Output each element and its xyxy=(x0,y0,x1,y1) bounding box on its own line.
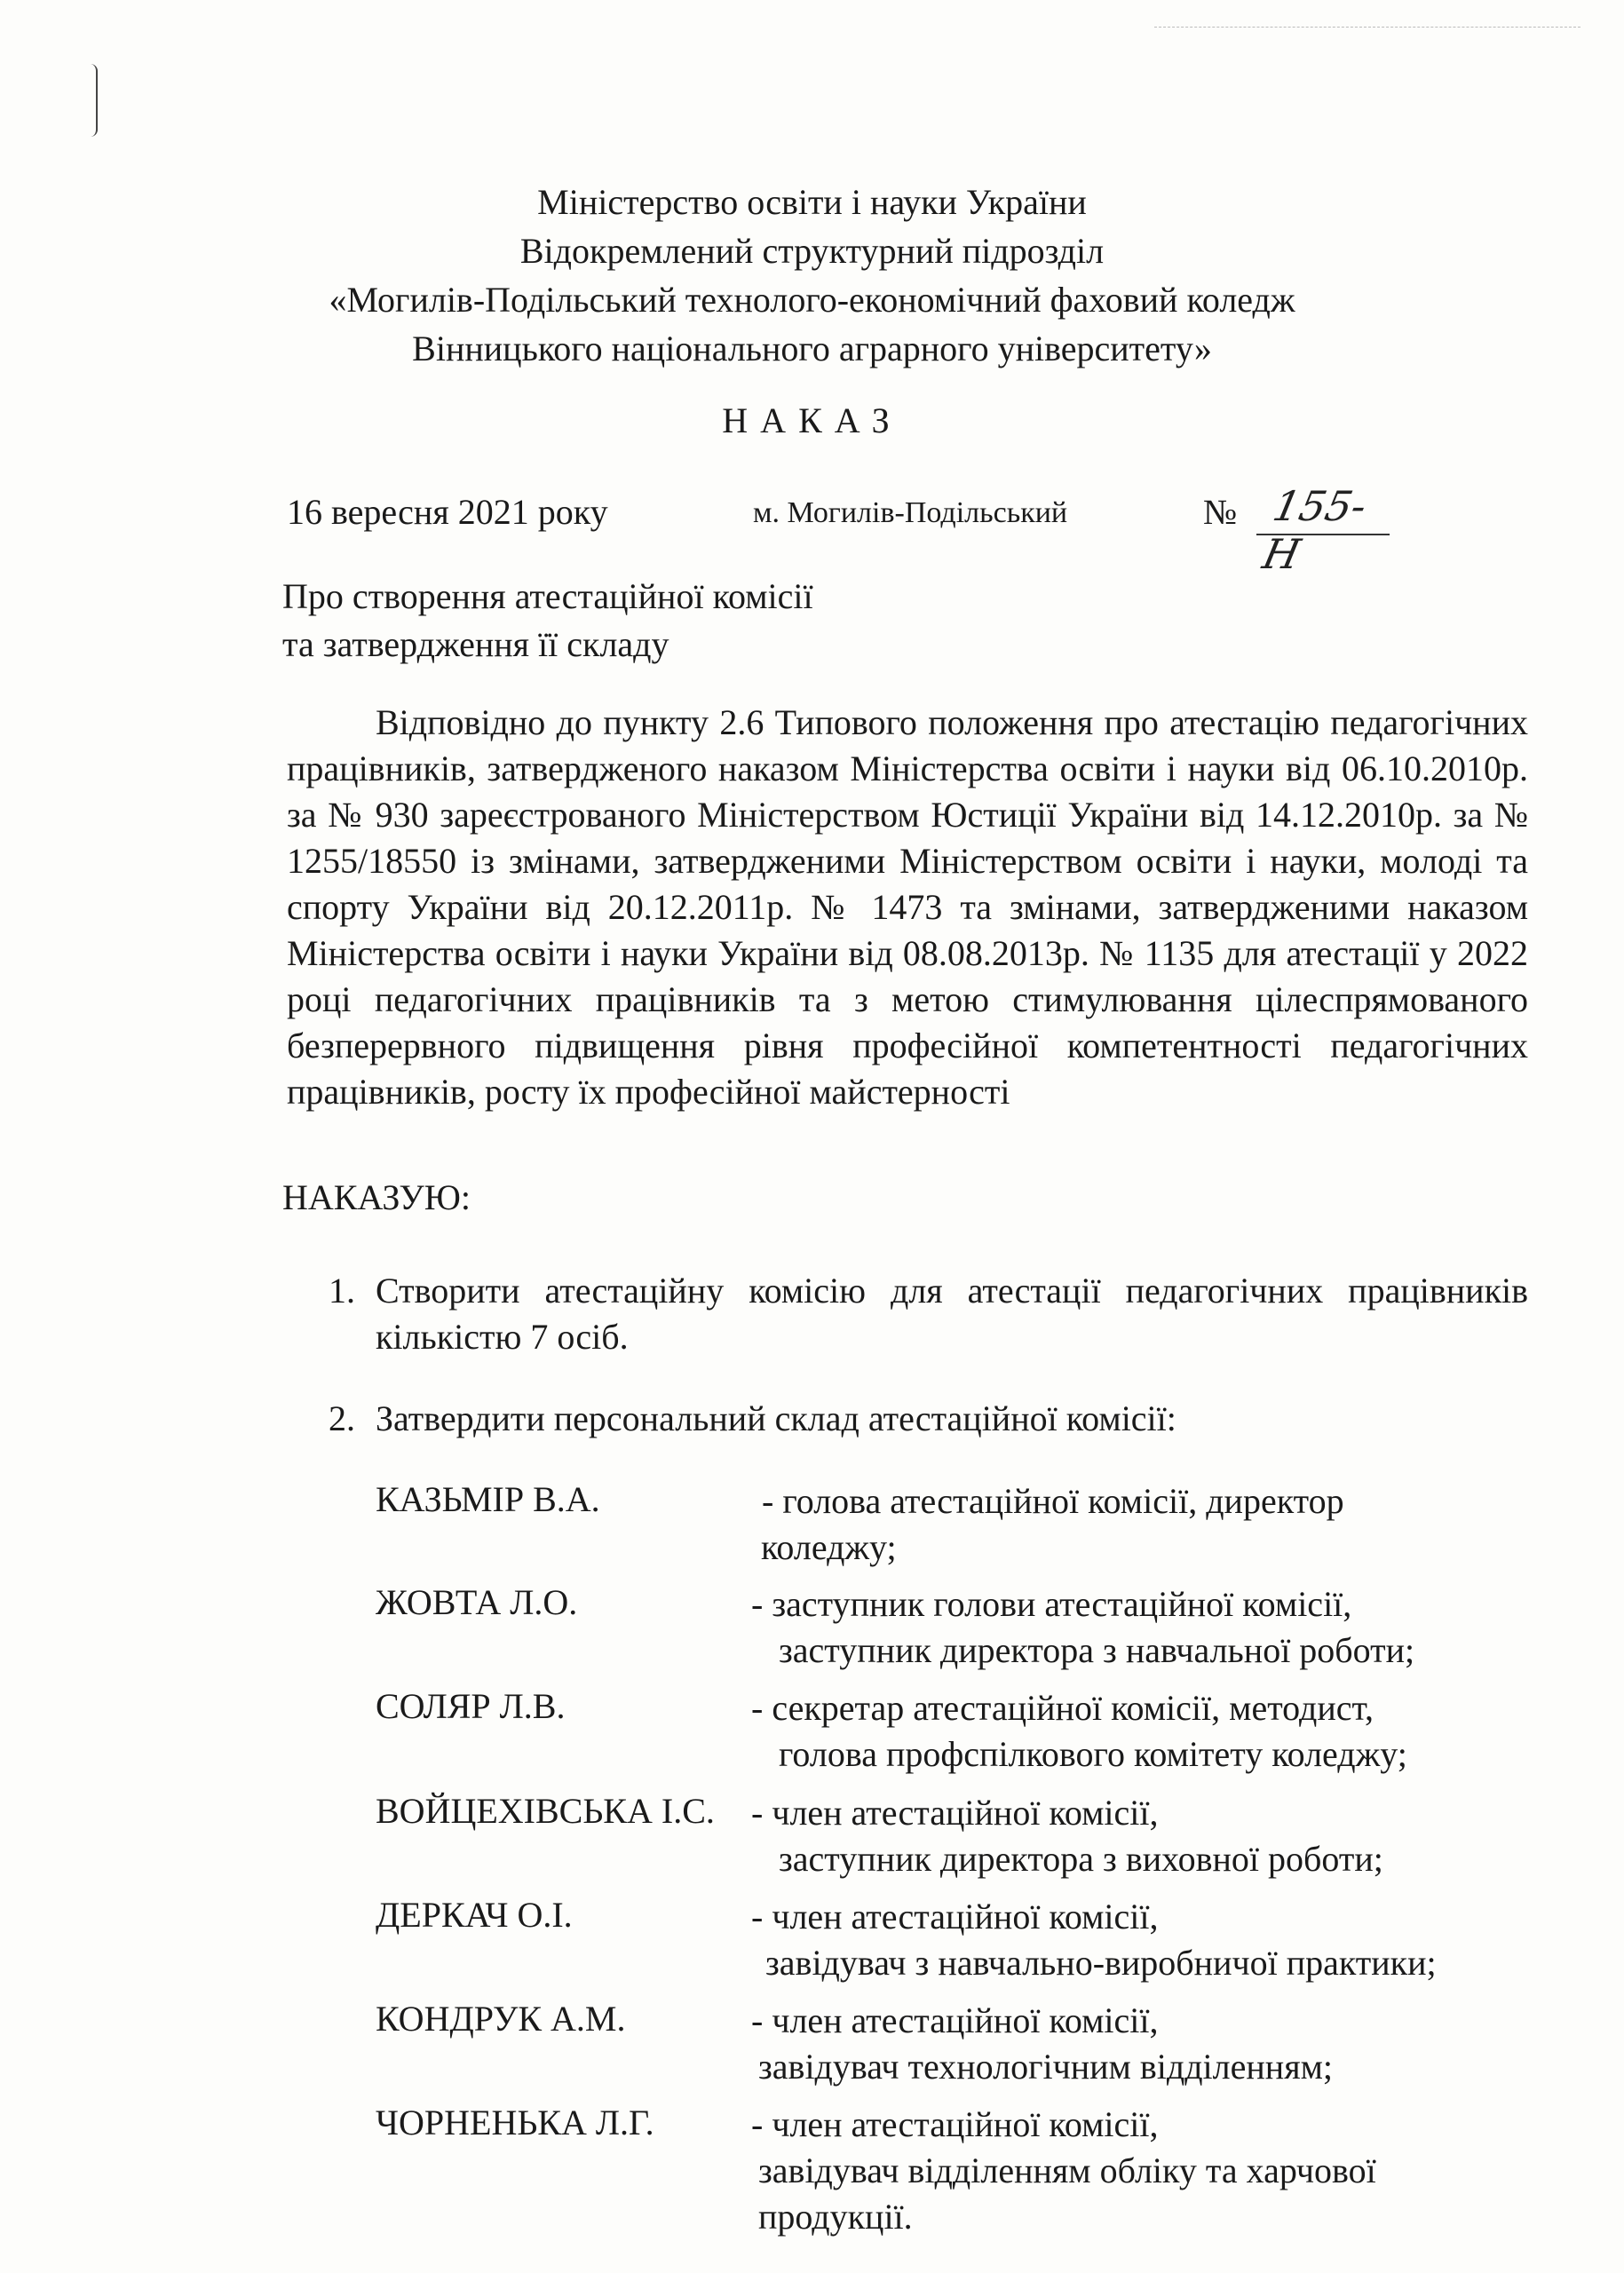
handwritten-order-number xyxy=(1256,482,1390,578)
member-role-line-2: завідувач з навчально-виробничої практики; xyxy=(765,1943,1437,1983)
order-word: НАКАЗУЮ: xyxy=(282,1177,471,1217)
member-name: ДЕРКАЧ О.І. xyxy=(376,1895,573,1935)
member-role-line-1: - член атестаційної комісії, xyxy=(751,2000,1159,2040)
member-role-line-1: - секретар атестаційної комісії, методист, xyxy=(751,1688,1374,1728)
list-item-number: 2. xyxy=(329,1398,355,1438)
order-number-sign: № xyxy=(1203,492,1238,532)
list-item-text: Затвердити персональний склад атестаційної комісії: xyxy=(376,1398,1176,1438)
scan-edge-line xyxy=(1154,27,1580,28)
scan-margin-mark xyxy=(89,64,98,137)
subject-line-2: та затвердження її складу xyxy=(282,624,669,664)
header-line-4: Вінницького національного аграрного університету» xyxy=(412,329,1212,368)
member-role-line-1: - голова атестаційної комісії, директор xyxy=(762,1481,1344,1521)
member-role-line-2: завідувач відділенням обліку та харчової xyxy=(758,2150,1376,2190)
member-name: ЧОРНЕНЬКА Л.Г. xyxy=(376,2103,654,2142)
member-role-line-3: продукції. xyxy=(758,2197,913,2237)
header-line-3: «Могилів-Подільський технолого-економічний фаховий коледж xyxy=(329,280,1295,320)
member-name: ВОЙЦЕХІВСЬКА І.С. xyxy=(376,1791,715,1831)
preamble-paragraph: Відповідно до пункту 2.6 Типового положення про атестацію педагогічних працівників, затвердженого наказом Міністерства освіти і науки від 06.10.2010р. за № 930 зареєстрованого Міністерством Юстиції України від 14.12.2010р. за № 1255/18550 із змінами, затвердженими Міністерством освіти і науки, молоді та спорту України від 20.12.2011р. № 1473 та змінами, затвердженими наказом Міністерства освіти і науки України від 08.08.2013р. № 1135 для атестації у 2022 році педагогічних працівників та з метою стимулювання цілеспрямованого безперервного підвищення рівня професійної компетентності педагогічних працівників, росту їх професійної майстерності xyxy=(287,702,1528,1112)
order-date: 16 вересня 2021 року xyxy=(287,492,608,532)
order-city: м. Могилів-Подільський xyxy=(753,496,1068,529)
order-number-value: 155-Н xyxy=(1258,482,1371,578)
member-role-line-2: заступник директора з виховної роботи; xyxy=(779,1839,1383,1879)
member-role-line-2: заступник директора з навчальної роботи; xyxy=(779,1630,1415,1670)
document-title: НАКАЗ xyxy=(722,400,902,440)
member-role-line-1: - член атестаційної комісії, xyxy=(751,1897,1159,1936)
member-role-line-1: - член атестаційної комісії, xyxy=(751,1793,1159,1833)
list-item-number: 1. xyxy=(329,1271,355,1311)
member-role-line-1: - заступник голови атестаційної комісії, xyxy=(751,1584,1352,1624)
institution-header xyxy=(0,178,1624,373)
subject-line-1: Про створення атестаційної комісії xyxy=(282,576,813,616)
order-subject xyxy=(282,573,813,669)
member-name: КОНДРУК А.М. xyxy=(376,1999,626,2039)
member-role-line-2: коледжу; xyxy=(761,1527,897,1567)
member-role-line-1: - член атестаційної комісії, xyxy=(751,2104,1159,2144)
member-role-line-2: завідувач технологічним відділенням; xyxy=(758,2047,1334,2087)
list-item-text: Створити атестаційну комісію для атестації педагогічних працівників кількістю 7 осіб. xyxy=(376,1271,1528,1357)
member-name: КАЗЬМІР В.А. xyxy=(376,1479,600,1519)
header-line-1: Міністерство освіти і науки України xyxy=(537,182,1087,222)
member-role-line-2: голова профспілкового комітету коледжу; xyxy=(779,1734,1407,1774)
member-name: СОЛЯР Л.В. xyxy=(376,1686,566,1726)
header-line-2: Відокремлений структурний підрозділ xyxy=(519,231,1105,271)
member-name: ЖОВТА Л.О. xyxy=(376,1582,578,1622)
